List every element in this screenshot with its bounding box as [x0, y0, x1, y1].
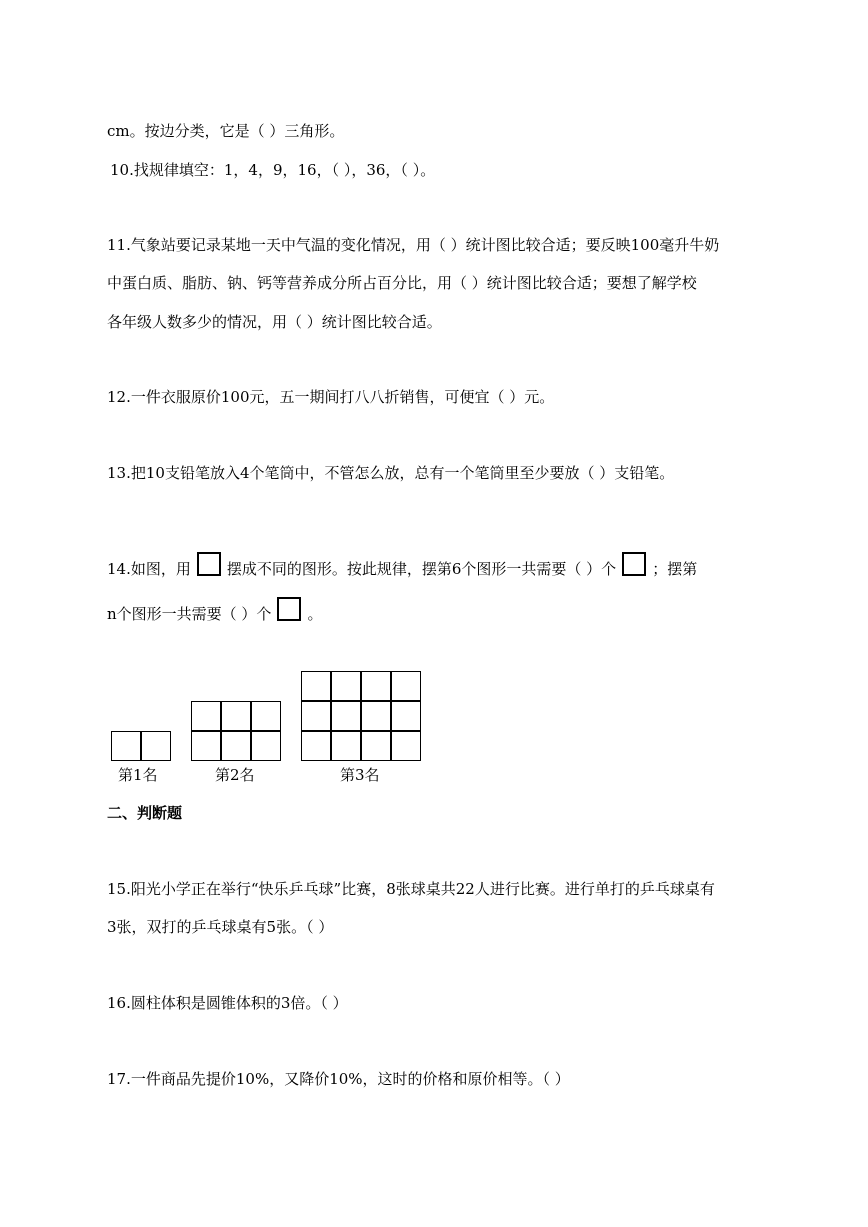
square-icon [622, 552, 646, 576]
square-icon [277, 597, 301, 621]
figure-3-caption: 第3名 [340, 766, 380, 784]
figure-1-caption: 第1名 [118, 766, 158, 784]
q14-middle: 摆成不同的图形。按此规律，摆第6个图形一共需要（ ）个 [226, 560, 617, 578]
q12: 12.一件衣服原价100元，五一期间打八八折销售，可便宜（ ）元。 [107, 388, 555, 406]
q11-line3: 各年级人数多少的情况，用（ ）统计图比较合适。 [107, 313, 442, 331]
q10: 10.找规律填空：1，4，9，16，（ ），36，（ ）。 [110, 161, 436, 179]
q11-line2: 中蛋白质、脂肪、钠、钙等营养成分所占百分比，用（ ）统计图比较合适；要想了解学校 [107, 274, 697, 292]
q17: 17.一件商品先提价10%，又降价10%，这时的价格和原价相等。（ ） [107, 1070, 570, 1088]
q14-line2-text: n个图形一共需要（ ）个 [107, 605, 272, 623]
q15-line1: 15.阳光小学正在举行“快乐乒乓球”比赛，8张球桌共22人进行比赛。进行单打的乒乓球桌有 [107, 880, 715, 898]
square-icon [197, 552, 221, 576]
q14-line2-end: 。 [307, 605, 323, 623]
q14-line2 [107, 597, 322, 624]
figure-2-caption: 第2名 [215, 766, 255, 784]
q9-tail: cm。按边分类，它是（ ）三角形。 [107, 122, 345, 140]
q14-suffix: ；摆第 [652, 560, 698, 578]
q11-line1: 11.气象站要记录某地一天中气温的变化情况，用（ ）统计图比较合适；要反映100毫升牛奶 [107, 236, 720, 254]
q14-prefix: 14.如图，用 [107, 560, 191, 578]
q15-line2: 3张，双打的乒乓球桌有5张。（ ） [107, 918, 334, 936]
q14-line1 [107, 552, 697, 579]
q16: 16.圆柱体积是圆锥体积的3倍。（ ） [107, 994, 348, 1012]
q13: 13.把10支铅笔放入4个笔筒中，不管怎么放，总有一个笔筒里至少要放（ ）支铅笔。 [107, 464, 675, 482]
section-heading-judgement: 二、判断题 [107, 804, 183, 822]
